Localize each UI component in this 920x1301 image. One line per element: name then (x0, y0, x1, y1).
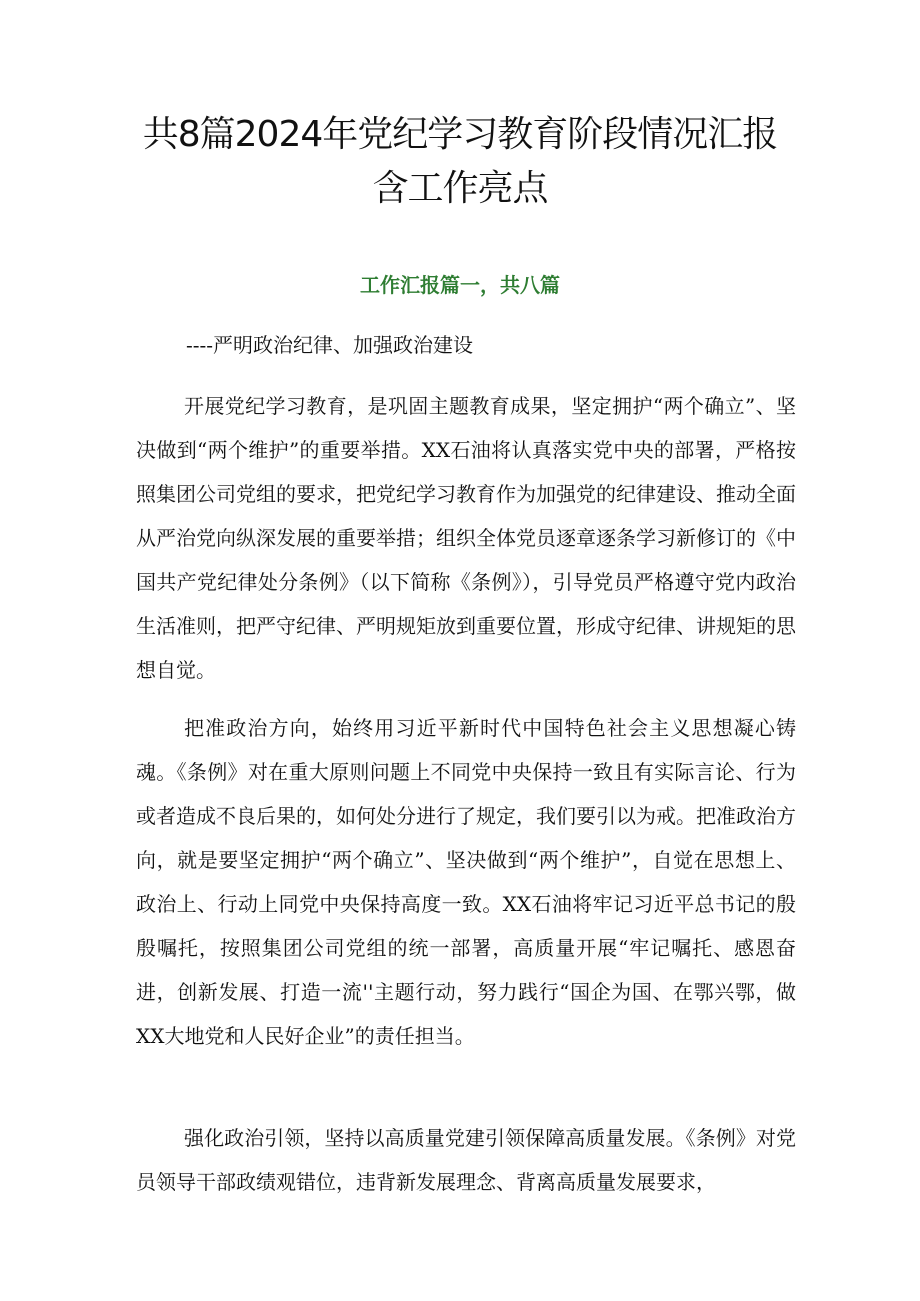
body-paragraph-3: 强化政治引领，坚持以高质量党建引领保障高质量发展。《条例》对党员领导干部政绩观错位，违背新发展理念、背离高质量发展要求， (136, 1126, 796, 1194)
subheading: ----严明政治纪律、加强政治建设 (186, 333, 474, 357)
title-line-2: 含工作亮点 (372, 168, 548, 209)
section-heading: 工作汇报篇一，共八篇 (360, 273, 560, 297)
body-paragraph-2: 把准政治方向，始终用习近平新时代中国特色社会主义思想凝心铸魂。《条例》对在重大原则问题上不同党中央保持一致且有实际言论、行为或者造成不良后果的，如何处分进行了规定，我们要引以为戒。把准政治方向，就是要坚定拥护“两个确立”、坚决做到“两个维护”，自觉在思想上、政治上、行动上同党中央保持高度一致。XX石油将牢记习近平总书记的殷殷嘱托，按照集团公司党组的统一部署，高质量开展“牢记嘱托、感恩奋进，创新发展、打造一流''主题行动，努力践行“国企为国、在鄂兴鄂，做XX大地党和人民好企业”的责任担当。 (136, 716, 796, 1048)
body-paragraph-1: 开展党纪学习教育，是巩固主题教育成果，坚定拥护“两个确立”、坚决做到“两个维护”的重要举措。XX石油将认真落实党中央的部署，严格按照集团公司党组的要求，把党纪学习教育作为加强党的纪律建设、推动全面从严治党向纵深发展的重要举措；组织全体党员逐章逐条学习新修订的《中国共产党纪律处分条例》（以下简称《条例》），引导党员严格遵守党内政治生活准则，把严守纪律、严明规矩放到重要位置，形成守纪律、讲规矩的思想自觉。 (136, 394, 796, 682)
document-title (100, 108, 820, 216)
title-line-1: 共8篇2024年党纪学习教育阶段情况汇报 (142, 114, 778, 155)
